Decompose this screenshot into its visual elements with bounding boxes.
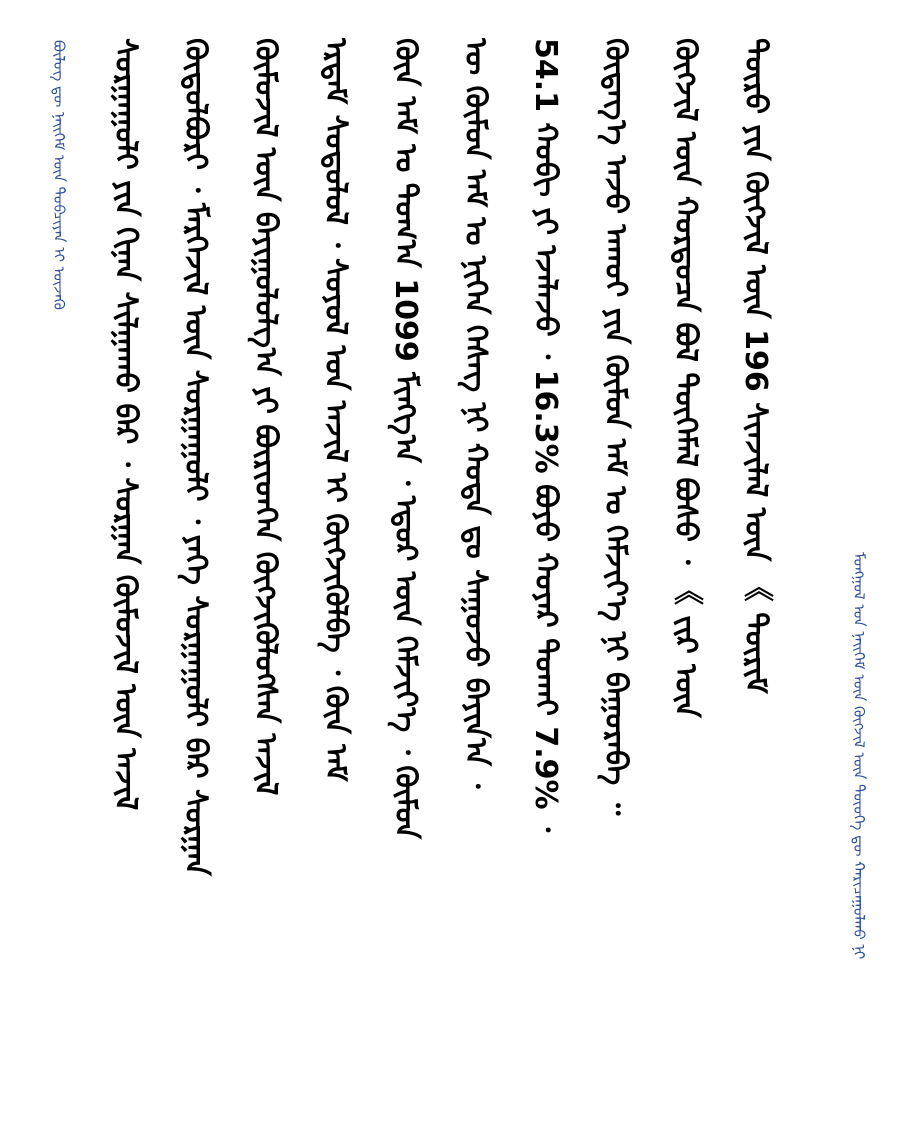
text-column-10: ᠲᠦᠷᠦ ᠶᠢᠨ ᠬᠥᠭᠵᠢᠯ ᠦᠨ 196 ᠰᠢᠨᠵᠢᠯᠡᠯ ᠦᠨ 《 ᠳᠦᠷᠢᠮ [738,38,773,694]
text-column-9: ᠬᠥᠭᠵᠢᠯ ᠦᠨ ᠬᠤᠷᠳᠤᠴᠠ ᠪᠤᠯ ᠲᠦᠭᠡᠮᠡᠯ ᠪᠤᠰᠤ ᠂ 《 ᠵᠢᠷ ᠦᠨ [668,38,703,718]
text-column-7: 54.1 ᠬᠤᠪᠢ ᠶᠢ ᠡᠵᠡᠯᠡᠵᠦ ᠂ 16.3% ᠪᠤᠶᠤ ᠬᠣᠶᠠᠷ ᠲᠤᠬᠠᠢ 7.9% ᠂ [528,38,563,833]
running-header: ᠪᠦᠯᠦᠭ ᠳᠦ ᠨᠡᠢᠭᠡᠮ ᠦᠨ ᠲᠣᠪᠴᠢᠶᠠᠨ ᠢ ᠦᠵᠡᠬᠦ [50,40,68,310]
text-column-6: ᠦ ᠬᠦᠮᠦᠨ ᠠᠮ ᠤ ᠨᠢᠭᠡᠨ ᠬᠡᠰᠡᠭ ᠨᠢ ᠬᠣᠲᠠ ᠳᠤ ᠰᠠᠭᠤᠵᠤ ᠪᠠᠶᠢᠨ᠎ᠠ ᠂ [458,38,493,789]
text-column-1: ᠰᠤᠷᠭᠠᠭᠤᠯᠢ ᠶᠢᠨ ᠬᠢᠨᠠᠨ ᠰᠢᠯᠭᠠᠬᠤ ᠪᠠᠷ ᠂ ᠰᠤᠷᠭᠠᠨ ᠬᠦᠮᠦᠵᠢᠯ ᠦᠨ ᠠᠵᠢᠯ [108,38,143,811]
text-column-2: ᠬᠥᠲᠦᠯᠪᠦᠷᠢ ᠂ ᠮᠡᠷᠭᠡᠵᠢᠯ ᠦᠨ ᠰᠤᠷᠭᠠᠭᠤᠯᠢ ᠂ ᠶᠡᠬᠡ ᠰᠤᠷᠭᠠᠭᠤᠯᠢ ᠪᠠᠷ ᠰᠤᠷᠭᠠᠨ [178,38,213,876]
running-footer: ᠮᠣᠩᠭᠣᠯ ᠤᠨ ᠨᠡᠢᠭᠡᠮ ᠦᠨ ᠬᠥᠭᠵᠢᠯ ᠦᠨ ᠲᠦᠦᠬᠡ ᠳᠦ ᠬᠠᠷᠢᠴᠠᠭᠤᠯᠬᠤ ᠨᠢ [850,552,868,960]
text-column-3: ᠬᠦᠮᠦᠵᠢᠯ ᠦᠨ ᠪᠠᠶᠢᠭᠤᠯᠤᠯᠭ᠎ᠠ ᠶᠢ ᠪᠦᠷᠢᠳᠭᠡᠨ ᠬᠥᠭᠵᠢᠭᠦᠯᠦᠭᠰᠡᠨ ᠠᠵᠢᠯ [248,38,283,796]
text-column-5: ᠬᠦᠨ ᠠᠮ ᠤ ᠲᠣᠭ᠎ᠠ 1099 ᠮᠢᠩᠭ᠎ᠠ ᠂ ᠡᠳ᠋ᠦᠷ ᠦᠨ ᠬᠡᠮᠵᠢᠶ᠎ᠡ ᠂ ᠬᠦᠮᠦᠨ [388,38,423,840]
text-column-8: ᠬᠥᠳᠡᠭ᠎ᠡ ᠠᠵᠤ ᠠᠬᠤᠢ ᠶᠢᠨ ᠬᠦᠮᠦᠨ ᠠᠮ ᠤ ᠬᠡᠮᠵᠢᠶ᠎ᠡ ᠨᠢ ᠪᠠᠭᠤᠷᠠᠪᠠ ᠃ [598,38,633,816]
text-column-4: ᠡᠷᠳᠡᠮ ᠰᠤᠳᠤᠯᠤᠯ ᠂ ᠰᠣᠶᠤᠯ ᠤᠨ ᠠᠵᠢᠯ ᠢ ᠬᠥᠭᠵᠢᠭᠦᠯᠪᠡ ᠂ ᠬᠦᠨ ᠠᠮ [318,38,353,782]
